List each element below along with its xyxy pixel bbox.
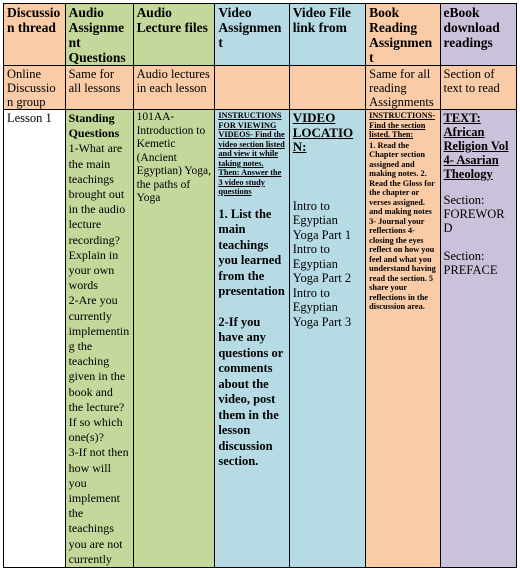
header-video-assignment: Video Assignment	[215, 4, 289, 66]
ebook-section-foreword: Section: FOREWORD	[443, 193, 505, 235]
book-reading-cell	[366, 110, 440, 568]
ebook-title[interactable]: TEXT: African Religion Vol 4- Asarian Theology	[443, 111, 509, 181]
video-assignment-cell	[215, 110, 289, 568]
info-discussion: Online Discussion group	[4, 66, 66, 110]
video-question-2: 2-If you have any questions or comments about the video, post them in the lesson discussion section.	[218, 314, 284, 468]
header-discussion-thread: Discussion thread	[4, 4, 66, 66]
questions-title: Standing Questions	[68, 111, 120, 141]
info-ebook: Section of text to read	[440, 66, 517, 110]
video-link-part-1[interactable]: Intro to Egyptian Yoga Part 1	[292, 198, 352, 242]
video-question-1: 1. List the main teachings you learned from the presentation	[218, 206, 285, 298]
info-video-link	[289, 66, 365, 110]
header-row	[4, 4, 517, 66]
standing-questions-cell	[65, 110, 133, 568]
header-audio-lecture-files: Audio Lecture files	[133, 4, 215, 66]
book-instructions-body: 1. Read the Chapter section assigned and making notes. 2. Read the Gloss for the chapter or verses assigned. and making notes 3- Journal your reflections 4- closing the eyes reflect on how you feel and what you understand having read the section. 5 share your reflections in the discussion area.	[369, 140, 436, 311]
ebook-section-preface: Section: PREFACE	[443, 249, 498, 277]
header-video-file-link: Video File link from	[289, 4, 365, 66]
info-video-assignment	[215, 66, 289, 110]
video-instructions: INSTRUCTIONS FOR VIEWING VIDEOS- Find the video section listed and view it while taking notes. Then: Answer the 3 video study questions	[218, 111, 285, 196]
info-book-reading: Same for all reading Assignments	[366, 66, 440, 110]
header-book-reading: Book Reading Assignment	[366, 4, 440, 66]
video-location-title: VIDEO LOCATION:	[292, 110, 354, 154]
info-row	[4, 66, 517, 110]
assignment-table	[3, 3, 517, 568]
header-ebook-download: eBook download readings	[440, 4, 517, 66]
questions-body: 1-What are the main teachings brought out in the audio lecture recording? Explain in your own words 2-Are you currently implementing the teaching given in the book and the lecture? If so which one(s)? 3-If not then how will you implement the teachings you are not currently	[68, 141, 130, 566]
ebook-cell	[440, 110, 517, 568]
info-audio-questions: Same for all lessons	[65, 66, 133, 110]
lecture-file[interactable]: 101AA-Introduction to Kemetic (Ancient Egyptian) Yoga, the paths of Yoga	[133, 110, 215, 568]
video-link-part-2[interactable]: Intro to Egyptian Yoga Part 2	[292, 242, 352, 285]
header-audio-questions: Audio Assignment Questions	[65, 4, 133, 66]
book-instructions-title: INSTRUCTIONS- Find the section listed. Then:	[369, 111, 436, 139]
lesson-name: Lesson 1	[4, 110, 66, 568]
info-audio-lectures: Audio lectures in each lesson	[133, 66, 215, 110]
video-location-cell	[289, 110, 365, 568]
video-link-part-3[interactable]: Intro to Egyptian Yoga Part 3	[292, 285, 352, 329]
lesson-row	[4, 110, 517, 568]
